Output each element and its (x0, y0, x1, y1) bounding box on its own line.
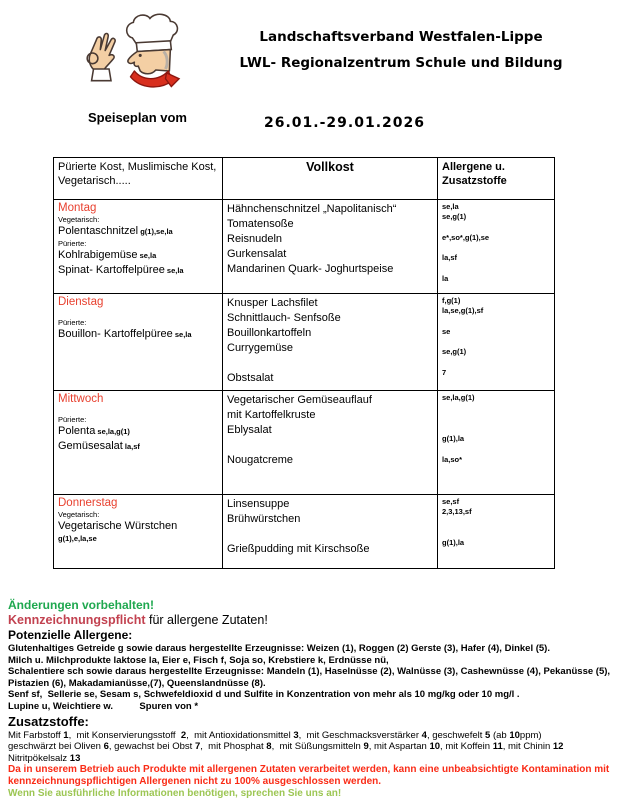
dish-line: Linsensuppe (227, 498, 290, 510)
dish-line: Mandarinen Quark- Joghurtspeise (227, 263, 394, 275)
dish-line: Reisnudeln (227, 233, 283, 245)
dish-line: Grießpudding mit Kirschsoße (227, 543, 370, 555)
diet-line: Pürierte: (58, 239, 87, 248)
labeling-note-bold: Kennzeichnungspflicht (8, 613, 146, 627)
header-diet-line2: Vegetarisch..... (58, 175, 131, 187)
allergen-sub: g(1),se,la (138, 227, 173, 236)
allergen-line: la,se,g(1),sf (442, 306, 484, 316)
chef-logo-icon (76, 10, 183, 94)
diet-line (58, 309, 218, 318)
day-name: Montag (58, 202, 97, 214)
table-row (54, 391, 555, 495)
allergen-line (442, 358, 550, 368)
allergen-line (442, 264, 550, 274)
table-row (54, 495, 555, 569)
labeling-note-rest: für allergene Zutaten! (145, 613, 268, 627)
date-range: 26.01.-29.01.2026 (264, 115, 425, 131)
diet-line: Pürierte: (58, 318, 87, 327)
dish-line (227, 438, 433, 453)
allergen-info-line: Lupine u, Weichtiere w. Spuren von * (8, 700, 199, 712)
org-title-line2: LWL- Regionalzentrum Schule und Bildung (239, 55, 563, 71)
allergen-line: se,sf (442, 497, 460, 506)
diet-line: Pürierte: (58, 415, 87, 424)
allergen-info-line: Glutenhaltiges Getreide g sowie daraus hergestellte Erzeugnisse: Weizen (1), Roggen (2) Gerste (3), Hafer (4), Dinkel (5). (8, 643, 550, 654)
footer-notes (8, 598, 614, 800)
additive-info-line: Nitritpökelsalz 13 (8, 752, 81, 764)
vollkost-cell (223, 495, 438, 569)
day-name: Mittwoch (58, 393, 104, 405)
allergen-sub: la,sf (122, 442, 140, 451)
dish-line: Brühwürstchen (227, 513, 301, 525)
allergen-line: se,la (442, 202, 459, 211)
additive-info-line: Mit Farbstoff 1, mit Konservierungsstoff 2, mit Antioxidationsmittel 3, mit Geschmacksverstärker 4, geschwefelt 5 (ab 10ppm) (8, 729, 542, 741)
dish-line (227, 527, 433, 542)
menu-table-head (54, 158, 555, 200)
vollkost-cell (223, 200, 438, 294)
allergen-line (442, 414, 550, 424)
header-allergens-col: Allergene u. Zusatzstoffe (438, 158, 555, 200)
contamination-warning: Da in unserem Betrieb auch Produkte mit allergenen Zutaten verarbeitet werden, kann eine unbeabsichtigte Kontamination mit kennzeichnungspflichtigen Allergenen nicht zu 100% ausgeschlossen werden. (8, 764, 610, 788)
org-title-line1: Landschaftsverband Westfalen-Lippe (259, 29, 543, 45)
allergen-line: 7 (442, 368, 447, 378)
header-diet-line1: Pürierte Kost, Muslimische Kost, (58, 161, 217, 173)
diet-line: Polenta se,la,g(1) (58, 425, 130, 437)
allergen-line (442, 424, 550, 434)
dish-line: Vegetarischer Gemüseauflauf (227, 394, 372, 406)
menu-table-body (54, 200, 555, 569)
dish-line: Currygemüse (227, 342, 294, 354)
day-name: Dienstag (58, 296, 104, 308)
plan-label: Speiseplan vom (88, 110, 187, 125)
labeling-note (8, 613, 614, 628)
diet-line: Vegetarisch: (58, 215, 100, 224)
allergens-cell (438, 391, 555, 495)
dish-line: Knusper Lachsfilet (227, 297, 318, 309)
day-name: Donnerstag (58, 497, 118, 509)
allergen-sub: se,la (172, 330, 192, 339)
allergen-line (442, 444, 550, 454)
allergen-line (442, 337, 550, 347)
diet-line: Vegetarisch: (58, 510, 100, 519)
dish-line: Nougatcreme (227, 454, 294, 466)
diet-line: Polentaschnitzel g(1),se,la (58, 225, 173, 237)
dish-line (227, 356, 433, 371)
org-title (196, 24, 606, 76)
allergen-line: se,g(1) (442, 347, 467, 357)
allergens-cell (438, 200, 555, 294)
header-vollkost-col: Vollkost (223, 158, 438, 200)
allergen-line (442, 317, 550, 327)
diet-line (58, 406, 218, 415)
allergens-heading: Potenzielle Allergene: (8, 628, 133, 642)
allergen-line (442, 518, 550, 528)
day-diet-cell (54, 495, 223, 569)
allergen-line: g(1),la (442, 538, 465, 548)
dish-line: Hähnchenschnitzel „Napolitanisch“ (227, 203, 397, 215)
additives-heading: Zusatzstoffe: (8, 713, 89, 729)
additive-lines (8, 730, 614, 765)
dish-line: Bouillonkartoffeln (227, 327, 312, 339)
diet-line: Bouillon- Kartoffelpüree se,la (58, 328, 192, 340)
dish-line: Eblysalat (227, 424, 272, 436)
allergen-line: la (442, 274, 449, 284)
day-diet-cell (54, 391, 223, 495)
allergen-sub: se,la (137, 251, 157, 260)
diet-line: Kohlrabigemüse se,la (58, 249, 157, 261)
allergen-lines (8, 643, 614, 713)
allergen-line (442, 243, 550, 253)
diet-line: Vegetarische Würstchen (58, 520, 178, 532)
allergen-line: 2,3,13,sf (442, 507, 472, 517)
day-diet-cell (54, 200, 223, 294)
allergen-info-line: Senf sf, Sellerie se, Sesam s, Schwefeldioxid d und Sulfite in Konzentration von mehr als 10 mg/kg oder 10 mg/l . (8, 689, 520, 701)
allergen-line: la,so* (442, 454, 463, 464)
allergen-line: se,g(1) (442, 212, 467, 222)
day-diet-cell (54, 294, 223, 391)
table-row (54, 294, 555, 391)
change-note: Änderungen vorbehalten! (8, 598, 155, 612)
vollkost-cell (223, 391, 438, 495)
info-note: Wenn Sie ausführliche Informationen benötigen, sprechen Sie uns an! (8, 788, 342, 800)
allergen-line: g(1),la (442, 434, 465, 444)
allergen-sub: se,la (164, 266, 184, 275)
allergen-line: se (442, 326, 451, 336)
allergen-line: se,la,g(1) (442, 393, 475, 402)
allergen-line (442, 528, 550, 538)
allergens-cell (438, 294, 555, 391)
dish-line: Schnittlauch- Senfsoße (227, 312, 341, 324)
diet-line: Gemüsesalat la,sf (58, 440, 140, 452)
diet-line: g(1),e,la,se (58, 534, 97, 543)
dish-line: Tomatensoße (227, 218, 294, 230)
dish-line: mit Kartoffelkruste (227, 409, 316, 421)
allergen-sub: se,la,g(1) (95, 427, 130, 436)
header-diet-col (54, 158, 223, 200)
vollkost-cell (223, 294, 438, 391)
allergen-line: f,g(1) (442, 296, 461, 305)
additive-info-line: geschwärzt bei Oliven 6, gewachst bei Obst 7, mit Phosphat 8, mit Süßungsmitteln 9, mit Aspartan 10, mit Koffein 11, mit Chinin 12 (8, 741, 564, 753)
allergen-line (442, 403, 550, 413)
allergen-line (442, 223, 550, 233)
allergen-line: e*,so*,g(1),se (442, 232, 490, 242)
dish-line: Obstsalat (227, 372, 274, 384)
table-row (54, 200, 555, 294)
allergens-cell (438, 495, 555, 569)
allergen-line: la,sf (442, 253, 458, 263)
allergen-info-line: Schalentiere sch sowie daraus hergestellte Erzeugnisse: Mandeln (1), Haselnüsse (2), Walnüsse (3), Cashewnüsse (4), Pekanüsse (5), Pistazien (6), Makadamianüsse,(7), Queenslandnüsse (8). (8, 666, 613, 689)
dish-line: Gurkensalat (227, 248, 287, 260)
diet-line: Spinat- Kartoffelpüree se,la (58, 264, 184, 276)
menu-table (53, 157, 555, 569)
allergen-info-line: Milch u. Milchprodukte laktose la, Eier e, Fisch f, Soja so, Krebstiere k, Erdnüsse nü, (8, 654, 389, 666)
